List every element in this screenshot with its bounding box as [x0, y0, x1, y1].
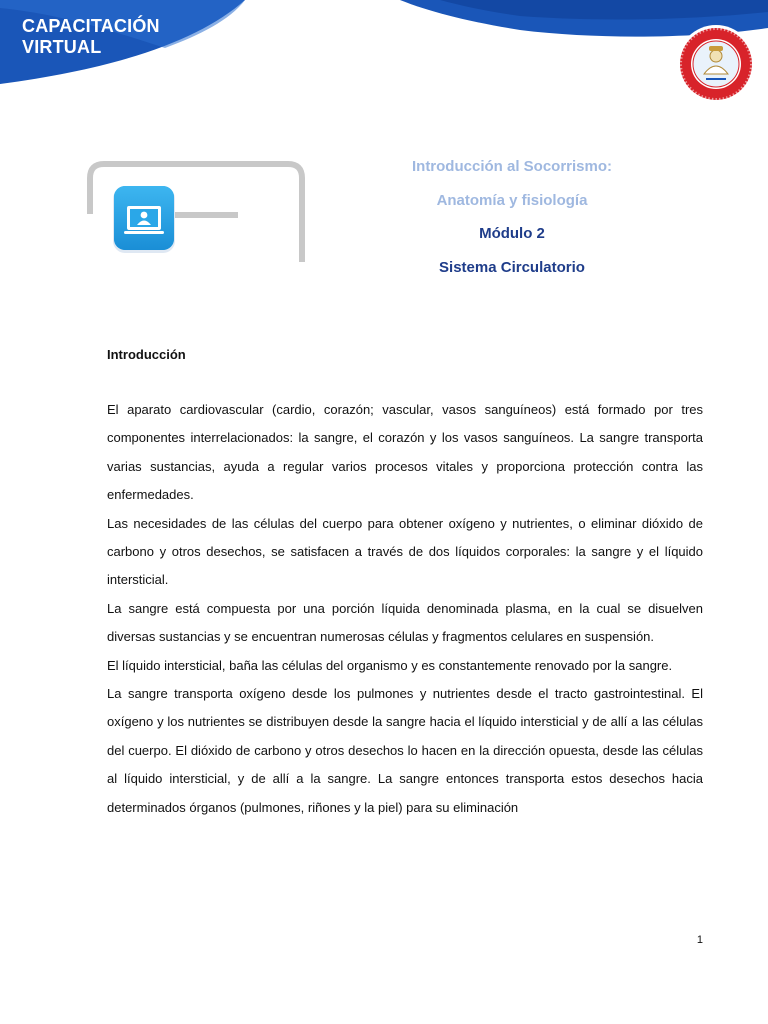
paragraph-2: Las necesidades de las células del cuerpo para obtener oxígeno y nutrientes, o eliminar dióxido de carbono y otros desechos, se satisfacen a través de dos líquidos corporales: la sangre y el líquido intersticial. [107, 515, 703, 588]
course-subtitle: Anatomía y fisiología [436, 191, 588, 209]
computer-user-icon [124, 206, 164, 234]
module-number: Módulo 2 [479, 225, 545, 242]
paragraph-3: La sangre está compuesta por una porción líquida denominada plasma, en la cual se disuelven diversas sustancias y se encuentran numerosas células y fragmentos celulares en suspensión. [107, 600, 703, 645]
brand-logo-text [22, 16, 160, 58]
document-body [107, 342, 703, 822]
academy-seal-logo [676, 24, 756, 104]
section-heading: Introducción [107, 347, 186, 362]
module-topic: Sistema Circulatorio [439, 258, 585, 276]
course-title: Introducción al Socorrismo: [411, 158, 613, 175]
paragraph-1: El aparato cardiovascular (cardio, corazón; vascular, vasos sanguíneos) está formado por tres componentes interrelacionados: la sangre, el corazón y los vasos sanguíneos. La sangre transporta varias sustancias, ayuda a regular varios procesos vitales y proporciona protección contra las enfermedades. [107, 402, 703, 503]
brand-line-2: VIRTUAL [22, 37, 102, 57]
brand-line-1: CAPACITACIÓN [22, 16, 160, 36]
page-number: 1 [696, 934, 703, 946]
paragraph-5: La sangre transporta oxígeno desde los pulmones y nutrientes desde el tracto gastrointestinal. El oxígeno y los nutrientes se distribuyen desde la sangre hacia el líquido intersticial y de allí a las células del cuerpo. El dióxido de carbono y otros desechos lo hacen en la dirección opuesta, desde las células al líquido intersticial, y de allí a la sangre. La sangre entonces transporta estos desechos hacia determinados órganos (pulmones, riñones y la piel) para su eliminación [107, 686, 703, 815]
module-icon-frame [80, 156, 312, 268]
document-title-block [372, 150, 652, 284]
paragraph-4: El líquido intersticial, baña las células del organismo y es constantemente renovado por la sangre. [107, 657, 673, 673]
